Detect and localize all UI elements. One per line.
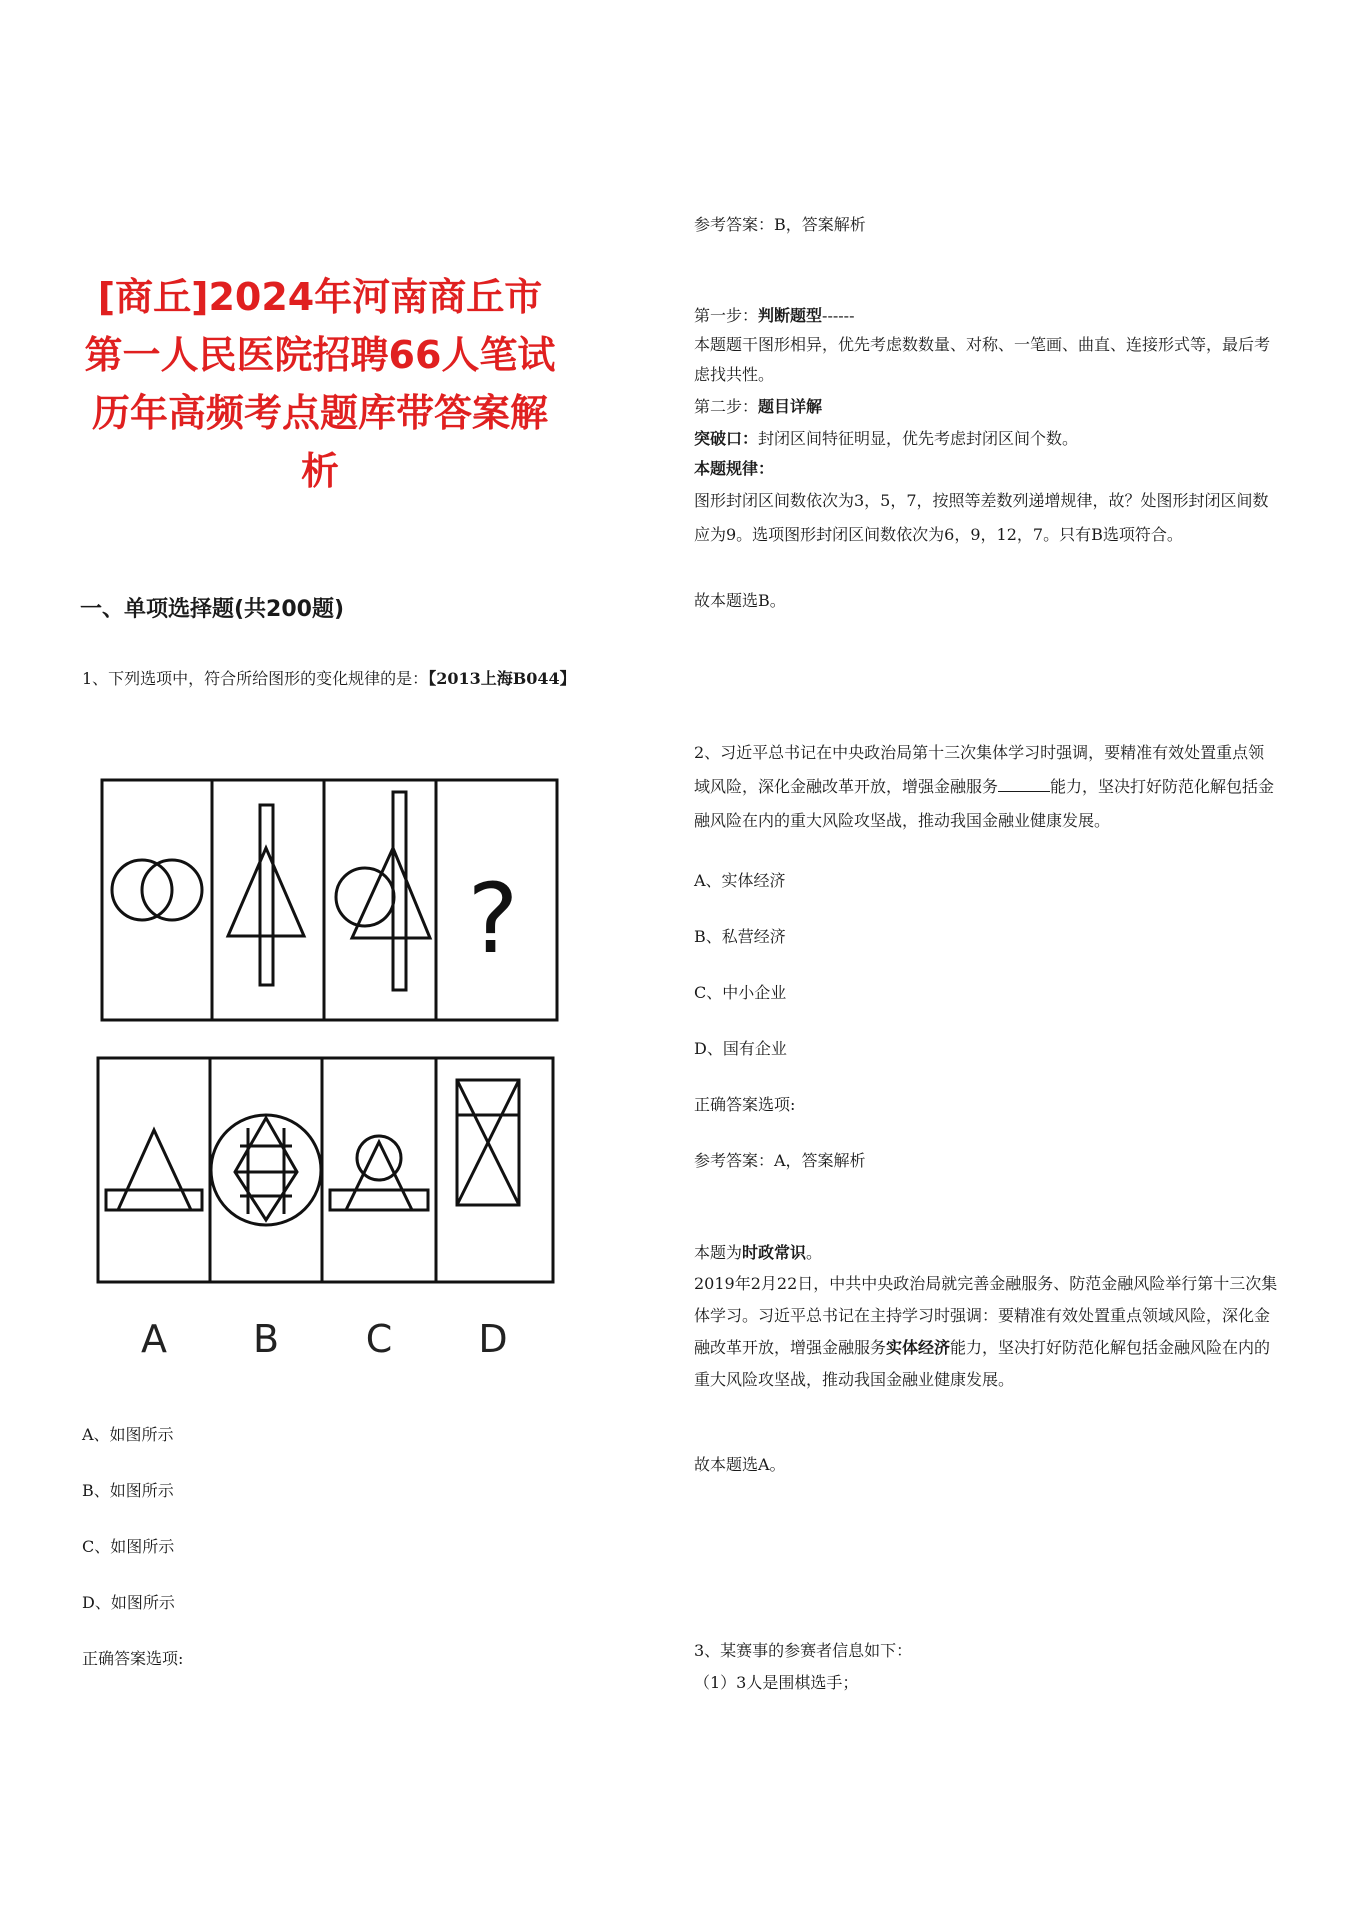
q3-item-1: （1）3人是围棋选手； [694, 1673, 859, 1692]
q1-option-a: A、如图所示 [82, 1425, 174, 1444]
q1-option-letter-a: A [141, 1317, 167, 1360]
q2-option-d: D、国有企业 [694, 1039, 787, 1058]
q2-explanation-before: 2019年2月22日，中共中央政治局就完善金融服务、防范金融风险举行第十三次集体学习。习近平总书记在主持学习时强调：要精准有效处置重点领域风险，深化金融改革开放，增强金融服务 [694, 1274, 1278, 1357]
q2-answer-line: 参考答案：A，答案解析 [694, 1151, 866, 1170]
q1-option-a-figure [106, 1130, 202, 1210]
document-title: [商丘]2024年河南商丘市第一人民医院招聘66人笔试历年高频考点题库带答案解析 [84, 275, 556, 493]
q2-option-c: C、中小企业 [694, 983, 787, 1002]
q2-intro-bold: 时政常识 [742, 1243, 807, 1262]
q2-explanation [694, 1268, 1279, 1396]
q2-intro-prefix: 本题为 [694, 1243, 743, 1262]
q3-stem: 3、某赛事的参赛者信息如下： [694, 1641, 913, 1660]
q1-stem [82, 664, 576, 694]
q2-stem-before: 2、习近平总书记在中央政治局第十三次集体学习时强调，要精准有效处置重点领域风险，深化金融改革开放，增强金融服务 [694, 743, 1265, 796]
q2-explanation-bold: 实体经济 [886, 1338, 951, 1357]
q1-breakthrough-text: 封闭区间特征明显，优先考虑封闭区间个数。 [758, 429, 1079, 448]
q2-stem [694, 736, 1279, 838]
q1-correct-label: 正确答案选项: [82, 1649, 184, 1668]
q1-option-c: C、如图所示 [82, 1537, 175, 1556]
q2-option-a: A、实体经济 [694, 871, 786, 890]
q2-stem-blank [998, 773, 1050, 792]
q1-breakthrough-line [694, 424, 1279, 454]
q1-option-letter-c: C [365, 1317, 393, 1360]
q1-answer-line: 参考答案：B，答案解析 [694, 215, 866, 234]
section-heading: 一、单项选择题(共200题) [80, 597, 345, 622]
q1-step1-line [694, 302, 1279, 330]
q1-step2-line [694, 390, 1279, 424]
q1-panel-3-circle-triangle-bar [336, 792, 430, 990]
q1-rule-text: 图形封闭区间数依次为3，5，7，按照等差数列递增规律，故？处图形封闭区间数应为9。选项图形封闭区间数依次为6，9，12，7。只有B选项符合。 [694, 491, 1269, 544]
q1-option-d-figure [457, 1080, 519, 1205]
q2-explanation-after: 能力，坚决打好防范化解包括金融风险在内的重大风险攻坚战，推动我国金融业健康发展。 [694, 1338, 1271, 1389]
q1-step2-prefix: 第二步： [694, 397, 759, 416]
q2-correct-label: 正确答案选项: [694, 1095, 796, 1114]
q1-panel-1-two-circles [112, 860, 202, 920]
q1-option-letter-b: B [252, 1317, 280, 1360]
q1-option-d: D、如图所示 [82, 1593, 175, 1612]
q1-step1-suffix: ------ [822, 306, 855, 325]
q1-options-row-frame [98, 1058, 553, 1282]
q1-option-b: B、如图所示 [82, 1481, 174, 1500]
q1-rule-label: 本题规律： [694, 459, 775, 478]
q1-source-tag: 【2013上海B044】 [428, 669, 576, 688]
q1-step2-title: 题目详解 [758, 397, 823, 416]
q1-question-mark: ? [467, 863, 519, 975]
q2-stem-after: 能力，坚决打好防范化解包括金融风险在内的重大风险攻坚战，推动我国金融业健康发展。 [694, 777, 1275, 830]
q2-option-b: B、私营经济 [694, 927, 786, 946]
q1-figure [90, 770, 570, 1360]
q1-option-c-figure [330, 1136, 428, 1210]
q1-option-letter-d: D [478, 1317, 508, 1360]
q1-step1-prefix: 第一步： [694, 306, 759, 325]
q1-stem-text: 1、下列选项中，符合所给图形的变化规律的是： [82, 669, 429, 688]
q1-step1-text: 本题题干图形相异，优先考虑数数量、对称、一笔画、曲直、连接形式等，最后考虑找共性。 [694, 335, 1271, 384]
q1-option-b-figure [211, 1115, 321, 1225]
q1-explanation [694, 302, 1279, 552]
q1-step1-title: 判断题型 [758, 306, 823, 325]
q1-panel-2-triangle-bar [228, 805, 304, 985]
q2-intro-line [694, 1238, 822, 1268]
q1-breakthrough-label: 突破口： [694, 429, 759, 448]
q1-conclusion: 故本题选B。 [694, 591, 786, 610]
q2-conclusion: 故本题选A。 [694, 1455, 786, 1474]
q2-intro-suffix: 。 [806, 1243, 823, 1262]
